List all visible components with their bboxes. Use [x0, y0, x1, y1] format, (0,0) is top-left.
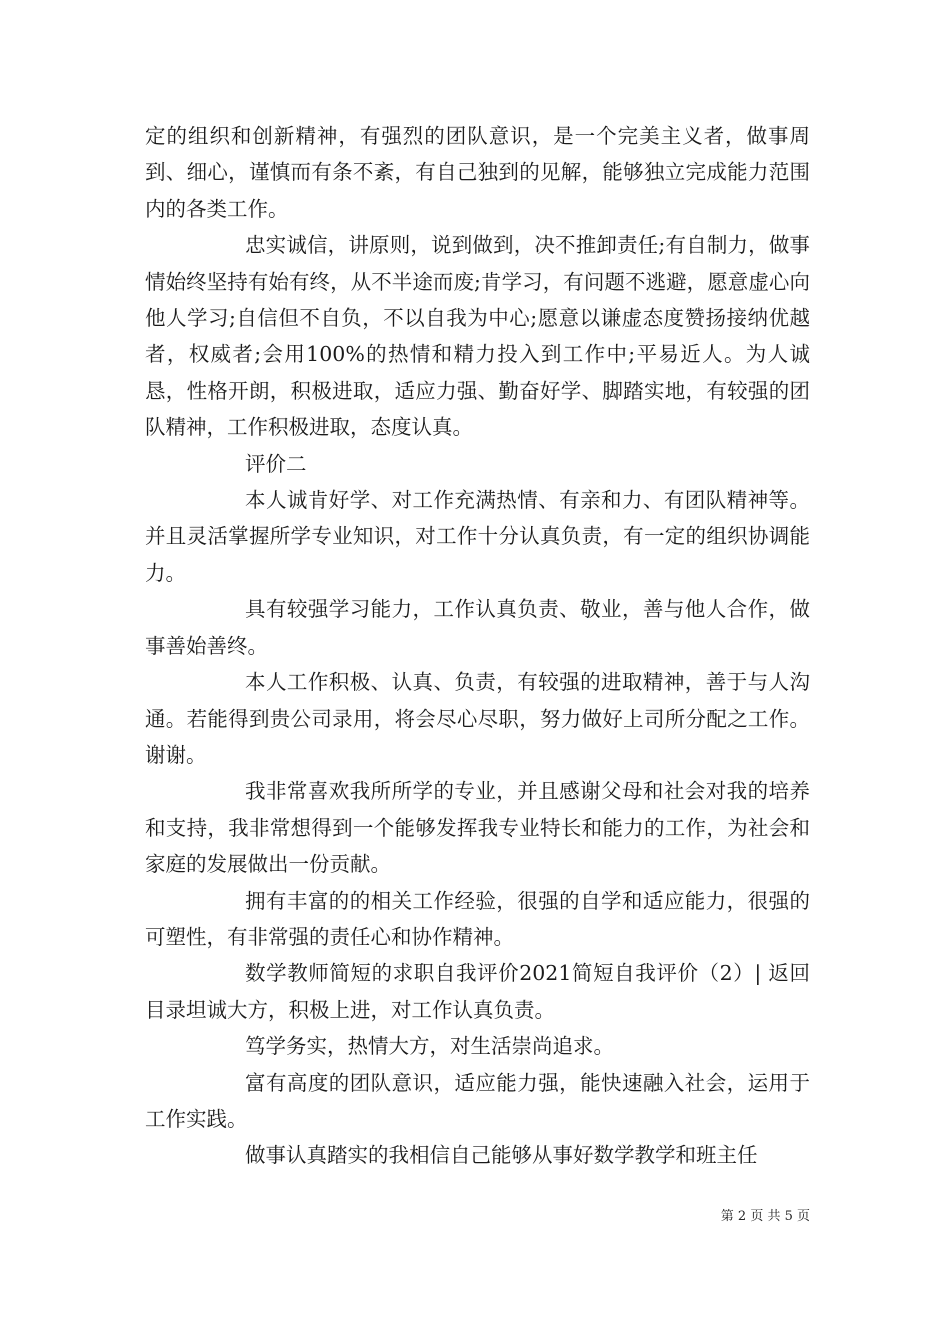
- section-heading-evaluation-two: 评价二: [245, 451, 307, 476]
- paragraph-teaching: 做事认真踏实的我相信自己能够从事好数学教学和班主任: [245, 1143, 758, 1168]
- page-number: 第 2 页 共 5 页: [720, 1209, 810, 1224]
- paragraph-continuation: 定的组织和创新精神，有强烈的团队意识，是一个完美主义者，做事周到、细心，谨慎而有条不紊，有自己独到的见解，能够独立完成能力范围内的各类工作。: [145, 124, 810, 221]
- document-body: [145, 118, 810, 1174]
- paragraph-diligent: 笃学务实，热情大方，对生活崇尚追求。: [245, 1034, 614, 1059]
- paragraph-major: 我非常喜欢我所所学的专业，并且感谢父母和社会对我的培养和支持，我非常想得到一个能够发挥我专业特长和能力的工作，为社会和家庭的发展做出一份贡献。: [145, 779, 810, 877]
- paragraph-enthusiasm: 本人诚肯好学、对工作充满热情、有亲和力、有团队精神等。并且灵活掌握所学专业知识，对工作十分认真负责，有一定的组织协调能力。: [145, 488, 810, 585]
- paragraph-team-awareness: 富有高度的团队意识，适应能力强，能快速融入社会，运用于工作实践。: [145, 1070, 810, 1131]
- paragraph-learning-ability: 具有较强学习能力，工作认真负责、敬业，善与他人合作，做事善始善终。: [145, 597, 810, 658]
- paragraph-math-teacher: 数学教师简短的求职自我评价2021简短自我评价（2）| 返回目录坦诚大方，积极上进，对工作认真负责。: [145, 961, 810, 1022]
- paragraph-experience: 拥有丰富的的相关工作经验，很强的自学和适应能力，很强的可塑性，有非常强的责任心和协作精神。: [145, 888, 810, 949]
- paragraph-honesty: 忠实诚信，讲原则，说到做到，决不推卸责任;有自制力，做事情始终坚持有始有终，从不半途而废;肯学习，有问题不逃避，愿意虚心向他人学习;自信但不自负，不以自我为中心;愿意以谦虚态度赞扬接纳优越者，权威者;会用100%的热情和精力投入到工作中;平易近人。为人诚恳，性格开朗，积极进取，适应力强、勤奋好学、脚踏实地，有较强的团队精神，工作积极进取，态度认真。: [145, 233, 810, 440]
- paragraph-work-attitude: 本人工作积极、认真、负责，有较强的进取精神，善于与人沟通。若能得到贵公司录用，将会尽心尽职，努力做好上司所分配之工作。谢谢。: [145, 670, 810, 767]
